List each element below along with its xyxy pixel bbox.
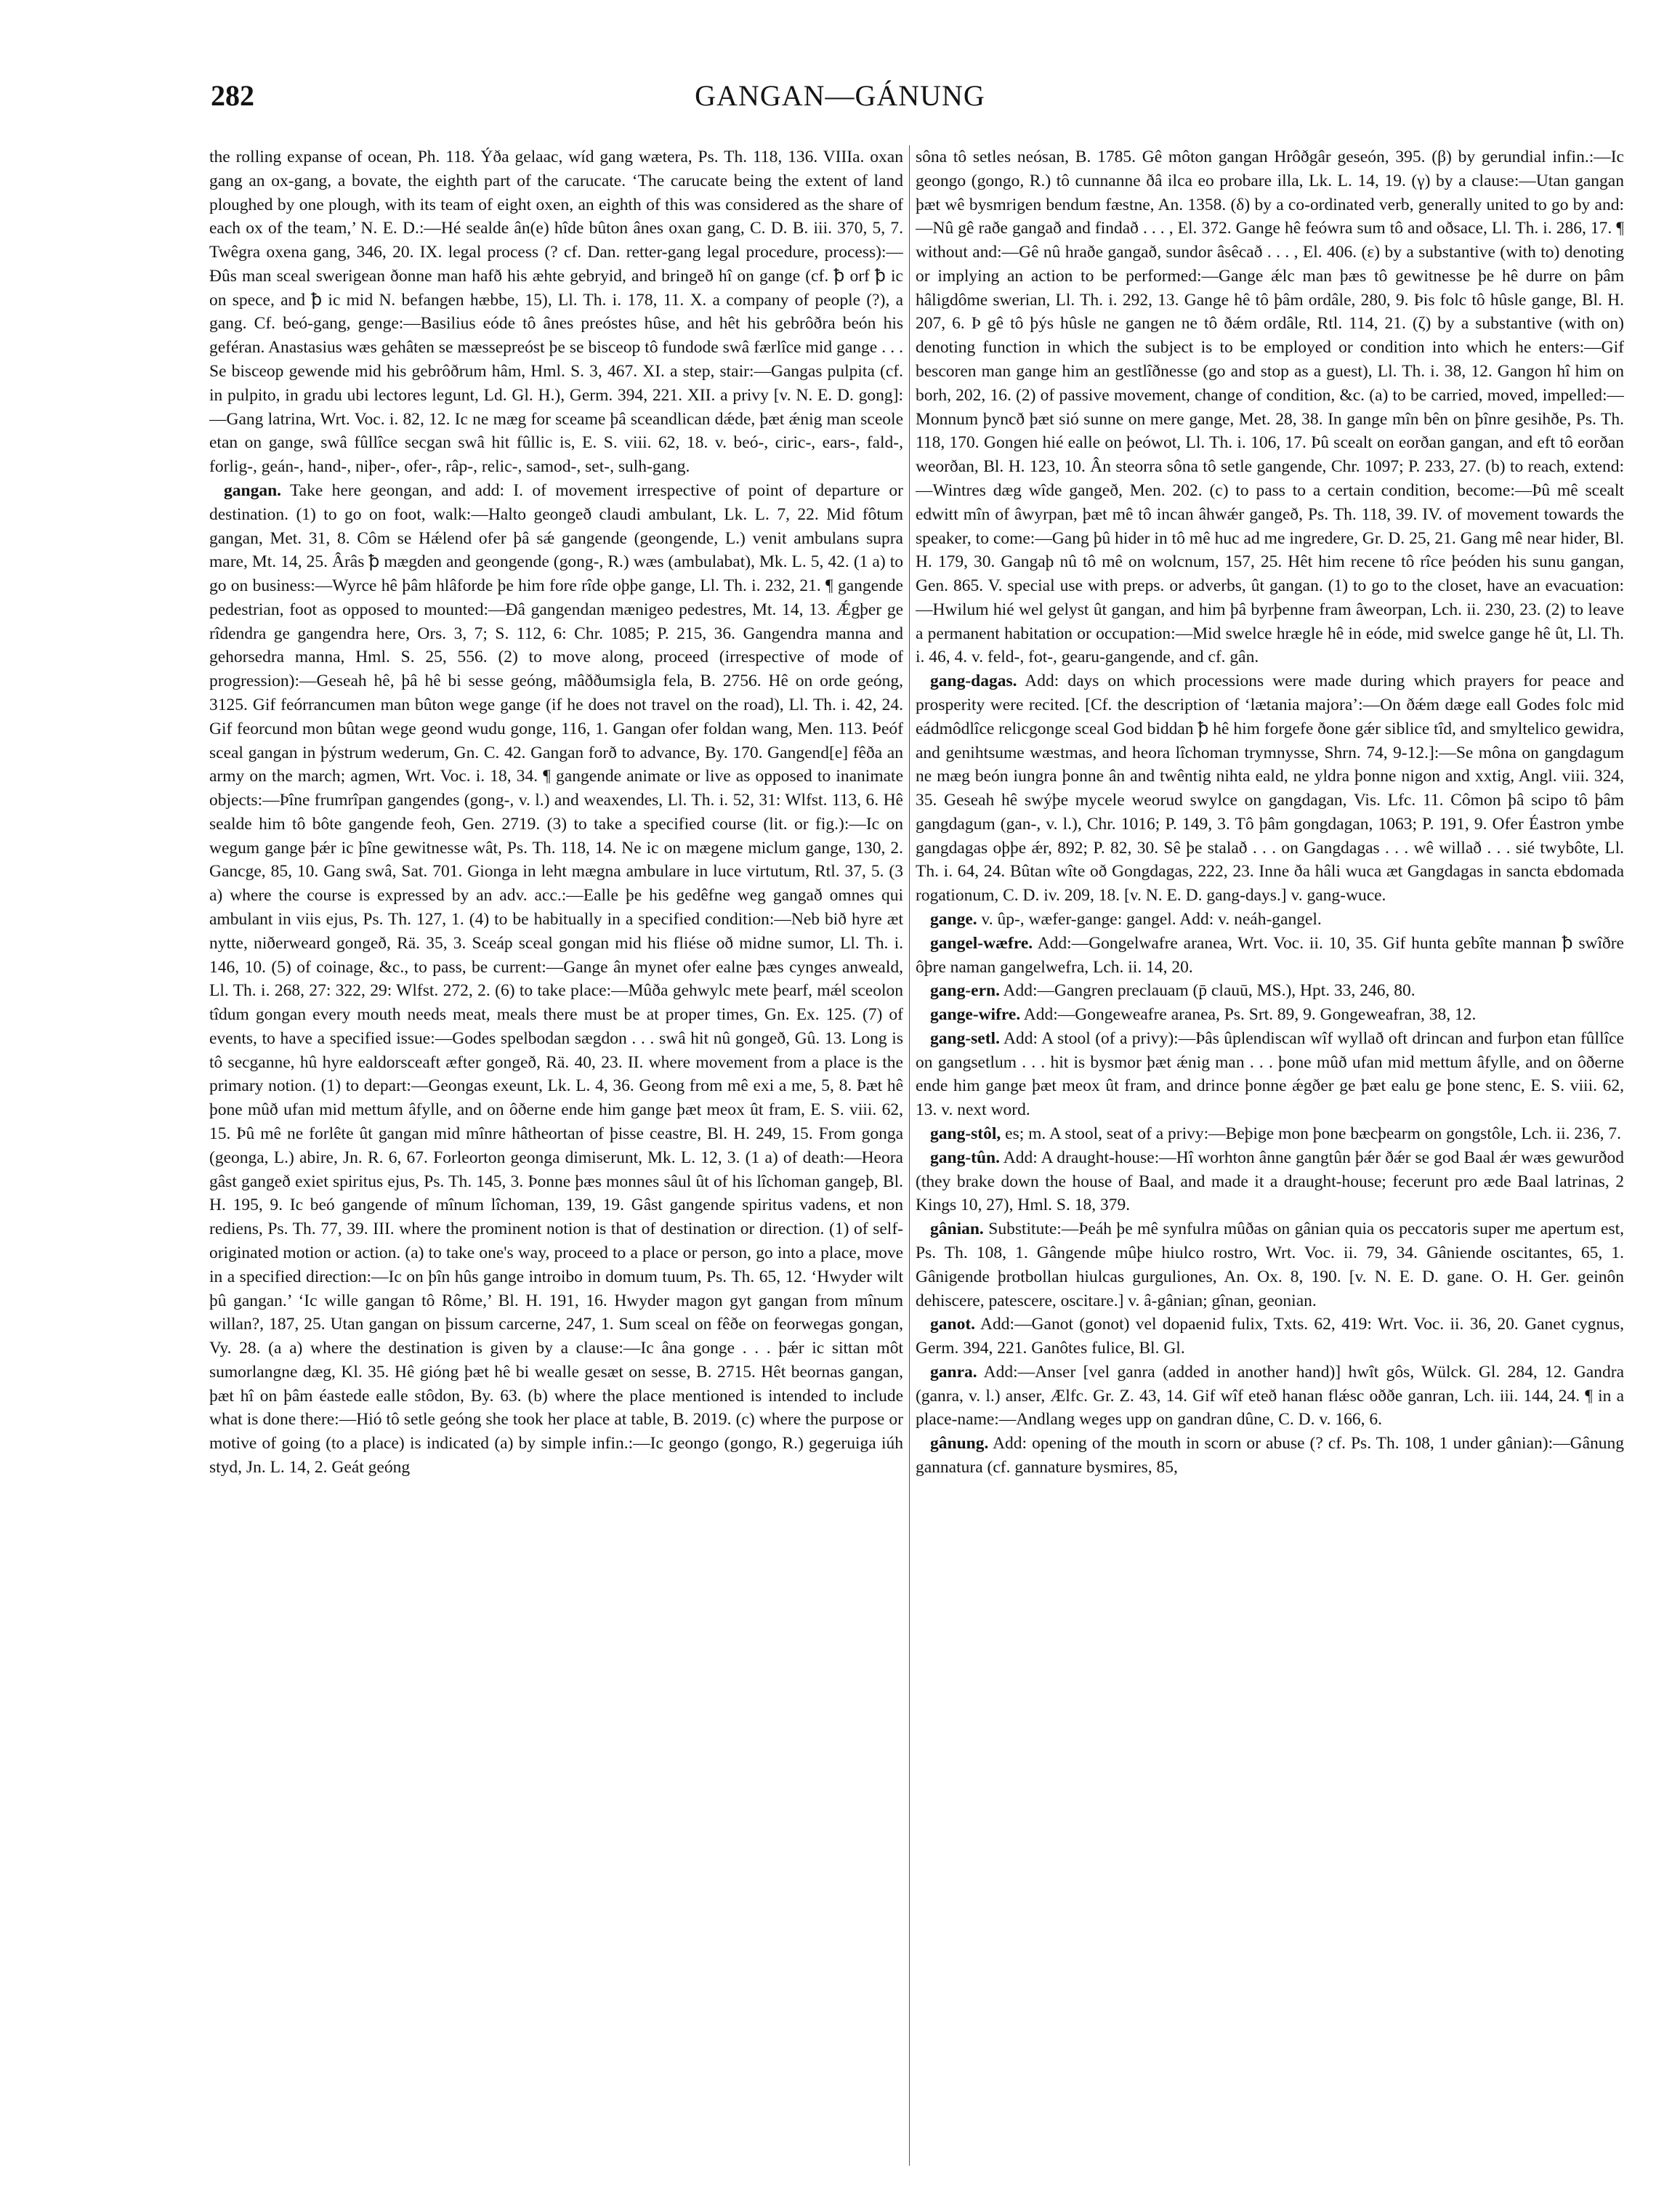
entry-text: v. ûp-, wæfer-gange: gangel. Add: v. neáh-gangel. bbox=[977, 910, 1322, 929]
entry-headword: gang-setl. bbox=[930, 1028, 1000, 1048]
entry-text: Add: A stool (of a privy):—Þâs ûplendiscan wîf wyllað oft drincan and furþon etan fûllîce on gangsetlum . . . hit is bysmor þæt ǽnig man . . . þone mûð ufan mid mettum âfylle, and on ôðerne ende him gange þæt meox ût fram, and drince þonne ǽgðer ge þæt ealu ge þone stenc, E. S. viii. 62, 13. v. next word. bbox=[916, 1028, 1624, 1120]
entry-headword: gange-wifre. bbox=[930, 1005, 1021, 1025]
entry-text: Add:—Gangren preclauam (p̄ clauū, MS.), Hpt. 33, 246, 80. bbox=[999, 981, 1416, 1001]
entry-text: the rolling expanse of ocean, Ph. 118. Ýða gelaac, wíd gang wætera, Ps. Th. 118, 136. VIIIa. oxan gang an ox-gang, a bovate, the eighth part of the carucate. ‘The carucate being the extent of land ploughed by one plough, with its team of eight oxen, an eighth of this was considered as the share of each ox of the team,’ N. E. D.:—Hé sealde ân(e) hîde bûton ânes oxan gang, C. D. B. iii. 370, 5, 7. Twêgra oxena gang, 346, 20. IX. legal process (? cf. Dan. retter-gang legal procedure, process):—Ðûs man sceal swerigean ðonne man hafð his æhte gebryid, and bringeð hî on gange (cf. ꝥ orf ꝥ ic on specе, and ꝥ ic mid N. befangen hæbbe, 15), Ll. Th. i. 178, 11. X. a company of people (?), a gang. Cf. beó-gang, genge:—Basilius eóde tô ânes preóstes hûse, and hêt his gebrôðra beón his geféran. Anastasius wæs gehâten se mæssepreóst þe se bisceop tô fundode swâ færlîce mid gange . . . Se bisceop gewende mid his gebrôðrum hâm, Hml. S. 3, 467. XI. a step, stair:—Gangas pulpita (cf. in pulpito, in gradu ubi lectores legunt, Ld. Gl. H.), Germ. 394, 221. XII. a privy [v. N. E. D. gong]:—Gang latrina, Wrt. Voc. i. 82, 12. Ic ne mæg for sceame þâ sceandlican dǽde, þæt ǽnig man sceole etan on gange, swâ fûllîce secgan swâ hit fûllic is, E. S. viii. 62, 18. v. beó-, ciric-, ears-, fald-, forlig-, geán-, hand-, niþer-, ofer-, râp-, relic-, samod-, set-, sulh-gang. bbox=[209, 148, 903, 477]
entry-headword: gânian. bbox=[930, 1220, 984, 1239]
dictionary-entry bbox=[916, 1360, 1624, 1432]
column-divider bbox=[909, 145, 910, 2166]
entry-headword: gange. bbox=[930, 910, 977, 929]
entry-headword: gang-ern. bbox=[930, 981, 1000, 1001]
entry-text: es; m. A stool, seat of a privy:—Beþige mon þone bæcþearm on gongstôle, Lch. ii. 236, 7. bbox=[1001, 1124, 1621, 1144]
dictionary-entry bbox=[916, 979, 1624, 1003]
dictionary-entry bbox=[916, 1003, 1624, 1027]
entry-headword: gang-dagas. bbox=[930, 672, 1017, 691]
entry-headword: ganot. bbox=[930, 1315, 976, 1334]
entry-continuation bbox=[209, 145, 903, 479]
right-column bbox=[916, 145, 1624, 2173]
entry-text: Add:—Gongelwafre aranea, Wrt. Voc. ii. 10, 35. Gif hunta gebîte mannan ꝥ swîðre ôþre naman gangelwefra, Lch. ii. 14, 20. bbox=[916, 933, 1624, 977]
entry-headword: gangel-wæfre. bbox=[930, 933, 1033, 953]
dictionary-entry bbox=[209, 479, 903, 1480]
dictionary-entry bbox=[916, 1146, 1624, 1217]
dictionary-entry bbox=[916, 908, 1624, 932]
entry-text: Add:—Anser [vel ganra (added in another hand)] hwît gôs, Wülck. Gl. 284, 12. Gandra (ganra, v. l.) anser, Ælfc. Gr. Z. 43, 14. Gif wîf eteð hanan flǽsc oððe ganran, Lch. iii. 144, 24. ¶ in a place-name:—Andlang weges upp on gandran dûne, C. D. v. 166, 6. bbox=[916, 1362, 1624, 1430]
entry-text: sôna tô setles neósan, B. 1785. Gê môton gangan Hrôðgâr geseón, 395. (β) by gerundial infin.:—Ic geongo (gongo, R.) tô cunnanne ðâ ilca eo probare illa, Lk. L. 14, 19. (γ) by a clause:—Utan gangan þæt wê bysmrigen bendum fæstne, An. 1358. (δ) by a co-ordinated verb, generally united to go by and:—Nû gê raðe gangað and findað . . . , El. 372. Gange hê feówra sum tô and oðsace, Ll. Th. i. 286, 17. ¶ without and:—Gê nû hraðe gangað, sundor âsêcað . . . , El. 406. (ε) by a substantive (with to) denoting or implying an action to be performed:—Gange ǽlc man þæs tô gewitnesse þe hê durre on þâm hâligdôme swerian, Ll. Th. i. 292, 13. Gange hê tô þâm ordâle, 280, 9. Þis folc tô hûsle gange, Bl. H. 207, 6. Þ gê tô þýs hûsle ne gangen ne tô ðǽm ordâle, Rtl. 114, 21. (ζ) by a substantive (with on) denoting function in which the subject is to be employed or condition into which he enters:—Gif bescoren man gange him an gestlîðnesse (go and stop as a guest), Ll. Th. i. 38, 12. Gangon hî him on borh, 202, 16. (2) of passive movement, change of condition, &c. (a) to be carried, moved, impelled:—Monnum þyncð þæt sió sunne on mere gange, Met. 28, 38. In gange mîn bên on þînre gesihðe, Ps. Th. 118, 170. Gongen hié ealle on þeówot, Ll. Th. i. 106, 17. Þû scealt on eorðan gangan, and eft tô eorðan weorðan, Bl. H. 123, 10. Ân steorra sôna tô setle gangende, Chr. 1097; P. 233, 27. (b) to reach, extend:—Wintres dæg wîde gangeð, Men. 202. (c) to pass to a certain condition, become:—Þû mê scealt edwitt mîn of âwyrpan, þæt mê tô incan âhwǽr gangeð, Ps. Th. 118, 39. IV. of movement towards the speaker, to come:—Gang þû hider in tô mê huc ad me ingredere, Gr. D. 25, 21. Gang mê near hider, Bl. H. 179, 30. Gangaþ nû tô mê on wolcnum, 157, 25. Hêt him recene tô rîce þeóden his sunu gangan, Gen. 865. V. special use with preps. or adverbs, ût gangan. (1) to go to the closet, have an evacuation:—Hwilum hié wel gelyst ût gangan, and him þâ byrþenne fram âweorpan, Lch. ii. 230, 23. (2) to leave a permanent habitation or occupation:—Mid swelce hrægle hê in eóde, mid swelce gange hê ût, Ll. Th. i. 46, 4. v. feld-, fot-, gearu-gangende, and cf. gân. bbox=[916, 148, 1624, 667]
entry-headword: ganra. bbox=[930, 1362, 977, 1382]
left-column bbox=[209, 145, 903, 2173]
entry-text: Take here geongan, and add: I. of movement irrespective of point of departure or destination. (1) to go on foot, walk:—Halto geongeð claudi ambulant, Lk. L. 7, 22. Mid fôtum gangan, Met. 31, 8. Côm se Hǽlend ofer þâ sǽ gangende (geongende, L.) venit ambulans supra mare, Mt. 14, 25. Ârâs ꝥ mægden and geongende (gong-, R.) wæs (ambulabat), Mk. L. 5, 42. (1 a) to go on business:—Wyrce hê þâm hlâforde þe him fore rîde oþþe gange, Ll. Th. i. 232, 21. ¶ gangende pedestrian, foot as opposed to mounted:—Ðâ gangendan mænigeo pedestres, Mt. 14, 13. Ǽgþer ge rîdendra ge gangendra here, Ors. 3, 7; S. 112, 6: Chr. 1085; P. 215, 36. Gangendra manna and gehorsedra manna, Hml. S. 25, 556. (2) to move along, proceed (irrespective of mode of progression):—Geseah hê, þâ hê bi sesse geóng, mâððumsigla fela, B. 2756. Hê on orde geóng, 3125. Gif feórrancumen man bûton wege gange (if he does not travel on the road), Ll. Th. i. 42, 24. Gif feorcund mon bûtan wege geond wudu gonge, 116, 1. Gangan ofer foldan wang, Men. 113. Þeóf sceal gangan in þýstrum wederum, Gn. C. 42. Gangan forð to advance, By. 170. Gangend[e] fêða an army on the march; agmen, Wrt. Voc. i. 18, 34. ¶ gangende animate or live as opposed to inanimate objects:—Þîne frumrîpan gangendes (gong-, v. l.) and weaxendes, Ll. Th. i. 52, 31: Wlfst. 113, 6. Hê sealde him tô bôte gangende feoh, Gen. 2719. (3) to take a specified course (lit. or fig.):—Ic on wegum gange þǽr ic þîne gewitnesse wât, Ps. Th. 118, 14. Ne ic on mægene miclum gange, 130, 2. Gancge, 85, 10. Gang swâ, Sat. 701. Gionga in leht mægna ambulare in luce virtutum, Rtl. 37, 5. (3 a) where the course is expressed by an adv. acc.:—Ealle þe his gedêfne weg gangað omnes qui ambulant in viis ejus, Ps. Th. 127, 1. (4) to be habitually in a specified condition:—Neb bið hyre æt nytte, niðerweard gongeð, Rä. 35, 3. Sceáp sceal gongan mid his fliése oð midne sumor, Ll. Th. i. 146, 10. (5) of coinage, &c., to pass, be current:—Gange ân mynet ofer ealne þæs cynges anweald, Ll. Th. i. 268, 27: 322, 29: Wlfst. 272, 2. (6) to take place:—Mûða gehwylc mete þearf, mǽl sceolon tîdum gongan every mouth needs meat, meals there must be at proper times, Gn. Ex. 125. (7) of events, to have a specified issue:—Godes spelbodan sægdon . . . swâ hit nû gongeð, Gû. 13. Long is tô secganne, hû hyre ealdorsceaft æfter gongeð, Rä. 40, 23. II. where movement from a place is the primary notion. (1) to depart:—Geongas exeunt, Lk. L. 4, 36. Geong from mê exi a me, 5, 8. Þæt hê þone mûð ufan mid mettum âfylle, and on ôðerne ende him gange þæt meox ût fram, E. S. viii. 62, 15. Þû mê ne forlête ût gangan mid mînre hâtheortan of þisse ceastre, Bl. H. 249, 15. From gonga (geonga, L.) abire, Jn. R. 6, 67. Forleorton geonga dimiserunt, Mk. L. 12, 3. (1 a) of death:—Heora gâst gangeð exiet spiritus ejus, Ps. Th. 145, 3. Þonne þæs monnes sâul ût of his lîchoman gangeþ, Bl. H. 195, 9. Ic beó gangende of mînum lîchoman, 139, 19. Gâst gangende spiritus vadens, et non rediens, Ps. Th. 77, 39. III. where the prominent notion is that of destination or direction. (1) of self-originated motion or action. (a) to take one's way, proceed to a place or person, go into a place, move in a specified direction:—Ic on þîn hûs gange introibo in domum tuum, Ps. Th. 65, 12. ‘Hwyder wilt þû gangan.’ ‘Ic wille gangan tô Rôme,’ Bl. H. 191, 16. Hwyder magon gyt gangan from mînum willan?, 187, 25. Utan gangan on þissum carcerne, 247, 1. Sum sceal on fêðe on feorwegas gongan, Vy. 28. (a a) where the destination is given by a clause:—Ic âna gonge . . . þǽr ic sittan môt sumorlangne dæg, Kl. 35. Hê gióng þæt hê bi wealle gesæt on sesse, B. 2715. Hêt beornas gangan, þæt hî on þâm éastede ealle stôdon, By. 63. (b) where the place mentioned is intended to include what is done there:—Hió tô setle geóng she took her place at table, B. 2019. (c) where the purpose or motive of going (to a place) is indicated (a) by simple infin.:—Ic geongo (gongo, R.) gegeruiga iúh styd, Jn. L. 14, 2. Geát geóng bbox=[209, 480, 903, 1477]
entry-headword: gangan. bbox=[224, 480, 282, 500]
page-header bbox=[0, 73, 1680, 124]
running-head: GANGAN—GÁNUNG bbox=[695, 79, 985, 112]
entry-continuation bbox=[916, 145, 1624, 669]
entry-text: Add:—Gongeweafre aranea, Ps. Srt. 89, 9. Gongeweafran, 38, 12. bbox=[1020, 1005, 1477, 1025]
entry-text: Add: days on which processions were made during which prayers for peace and prosperity were recited. [Cf. the description of ‘lætania majora’:—On ðǽm dæge eall Godes folc mid eádmôdlîce relicgonge sceal God biddan ꝥ hê him forgefe ðone gǽr siblice tîd, and smyltelico gewidra, and genihtsume wæstmas, and heora lîchoman trymnysse, Shrn. 74, 9-12.]:—Se môna on gangdagum ne mæg beón iungra þonne ân and twêntig nihta eald, ne yldra þonne nigon and xxtig, Angl. viii. 324, 35. Geseah hê swýþe mycele weorud swylce on gangdagan, Vis. Lfc. 11. Cômon þâ scipo tô þâm gangdagum (gan-, v. l.), Chr. 1016; P. 149, 3. Tô þâm gongdagan, 1063; P. 191, 9. Ofer Éastron ymbe gangdagas oþþe ǽr, 892; P. 82, 30. Sê þe stalað . . . on Gangdagas . . . wê willað . . . sié twybôte, Ll. Th. i. 64, 24. Bûtan wîte oð Gongdagas, 222, 23. Inne ða hâli wuca æt Gangdagas in sancta ebdomada rogationum, C. D. iv. 209, 18. [v. N. E. D. gang-days.] v. gang-wuce. bbox=[916, 672, 1624, 906]
entry-headword: gânung. bbox=[930, 1434, 989, 1454]
dictionary-entry bbox=[916, 932, 1624, 980]
entry-headword: gang-stôl, bbox=[930, 1124, 1001, 1144]
dictionary-entry bbox=[916, 1217, 1624, 1313]
page-number: 282 bbox=[211, 79, 254, 112]
dictionary-entry bbox=[916, 1027, 1624, 1122]
dictionary-entry bbox=[916, 1432, 1624, 1480]
entry-headword: gang-tûn. bbox=[930, 1148, 1000, 1167]
entry-text: Add: A draught-house:—Hî worhton ânne gangtûn þǽr ðǽr se god Baal ǽr wæs gewurðod (they brake down the house of Baal, and made it a draught-house; fecerunt pro æde Baal latrinas, 2 Kings 10, 27), Hml. S. 18, 379. bbox=[916, 1148, 1624, 1215]
entry-text: Substitute:—Þeáh þe mê synfulra mûðas on gânian quia os peccatoris super me apertum est, Ps. Th. 108, 1. Gângende mûþe hiulco rostro, Wrt. Voc. ii. 79, 34. Gâniende oscitantes, 65, 1. Gânigende þrotbollan hiulcas gurguliones, An. Ox. 8, 190. [v. N. E. D. gane. O. H. Ger. geinôn dehiscere, patescere, oscitare.] v. â-gânian; gînan, geonian. bbox=[916, 1220, 1624, 1310]
dictionary-entry bbox=[916, 669, 1624, 908]
entry-text: Add: opening of the mouth in scorn or abuse (? cf. Ps. Th. 108, 1 under gânian):—Gânung gannatura (cf. gannature bysmires, 85, bbox=[916, 1434, 1624, 1477]
dictionary-entry bbox=[916, 1122, 1624, 1146]
dictionary-entry bbox=[916, 1313, 1624, 1360]
entry-text: Add:—Ganot (gonot) vel dopaenid fulix, Txts. 62, 419: Wrt. Voc. ii. 36, 20. Ganet cygnus, Germ. 394, 221. Ganôtes fulice, Bl. Gl. bbox=[916, 1315, 1624, 1358]
